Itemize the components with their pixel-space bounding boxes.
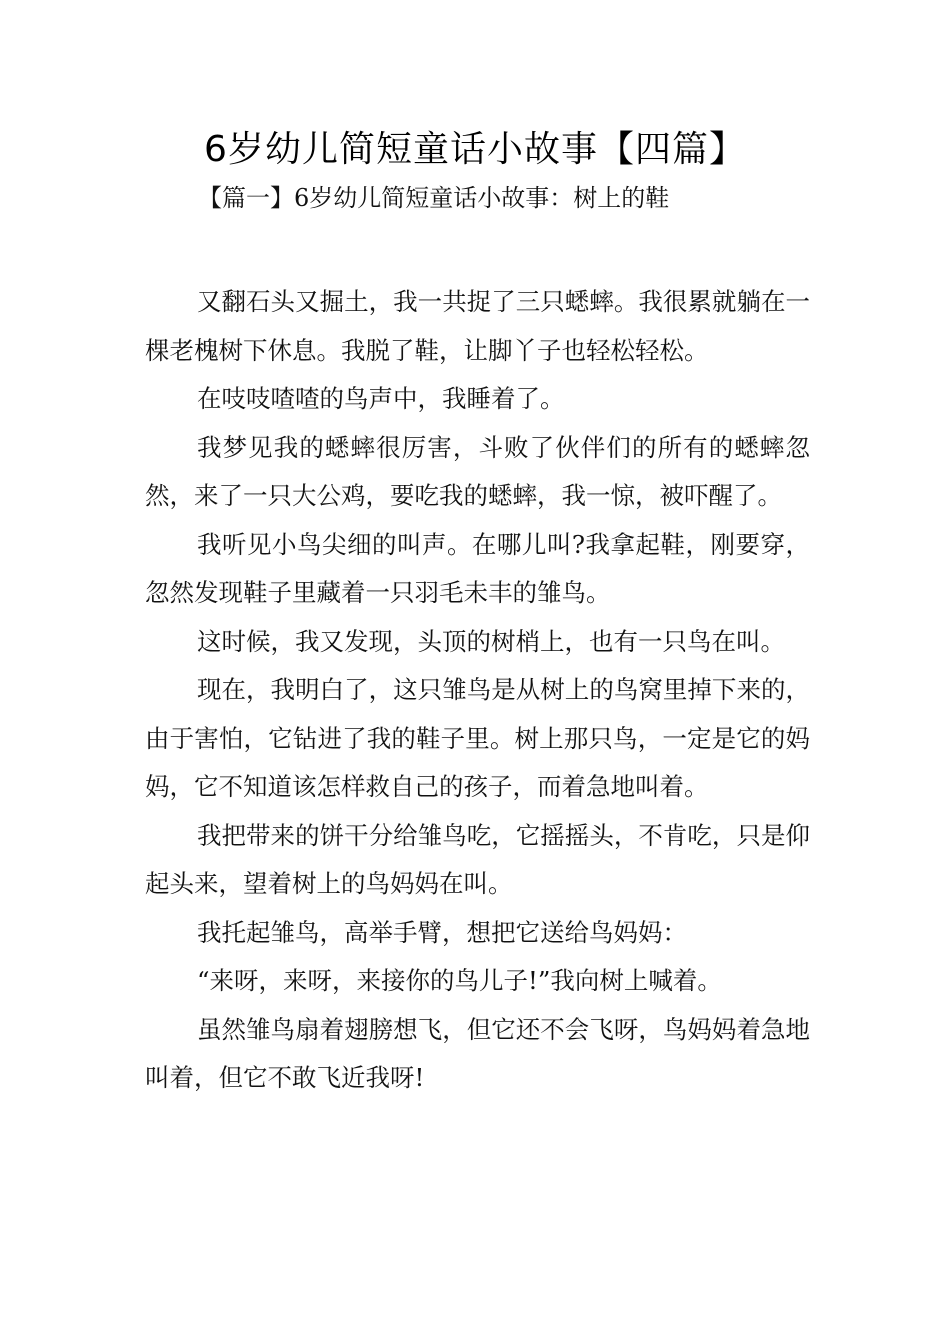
section-heading: 【篇一】6岁幼儿简短童话小故事：树上的鞋 — [198, 184, 670, 212]
story-body — [145, 278, 810, 1103]
paragraph: 我听见小鸟尖细的叫声。在哪儿叫?我拿起鞋，刚要穿，忽然发现鞋子里藏着一只羽毛未丰的雏鸟。 — [145, 529, 810, 607]
paragraph: 虽然雏鸟扇着翅膀想飞，但它还不会飞呀，鸟妈妈着急地叫着，但它不敢飞近我呀! — [145, 1014, 810, 1092]
paragraph: 我托起雏鸟，高举手臂，想把它送给鸟妈妈： — [197, 917, 687, 947]
paragraph: 在吱吱喳喳的鸟声中，我睡着了。 — [197, 384, 565, 413]
document-title: 6岁幼儿简短童话小故事【四篇】 — [204, 129, 746, 170]
paragraph: 这时候，我又发现，头顶的树梢上，也有一只鸟在叫。 — [197, 626, 785, 656]
paragraph: “来呀，来呀，来接你的鸟儿子!”我向树上喊着。 — [197, 966, 722, 995]
paragraph: 我梦见我的蟋蟀很厉害，斗败了伙伴们的所有的蟋蟀忽然，来了一只大公鸡，要吃我的蟋蟀，我一惊，被吓醒了。 — [145, 432, 810, 510]
paragraph: 我把带来的饼干分给雏鸟吃，它摇摇头，不肯吃，只是仰起头来，望着树上的鸟妈妈在叫。 — [145, 820, 810, 898]
paragraph: 现在，我明白了，这只雏鸟是从树上的鸟窝里掉下来的，由于害怕，它钻进了我的鞋子里。树上那只鸟，一定是它的妈妈，它不知道该怎样救自己的孩子，而着急地叫着。 — [145, 675, 810, 801]
paragraph: 又翻石头又掘土，我一共捉了三只蟋蟀。我很累就躺在一棵老槐树下休息。我脱了鞋，让脚丫子也轻松轻松。 — [145, 287, 810, 365]
